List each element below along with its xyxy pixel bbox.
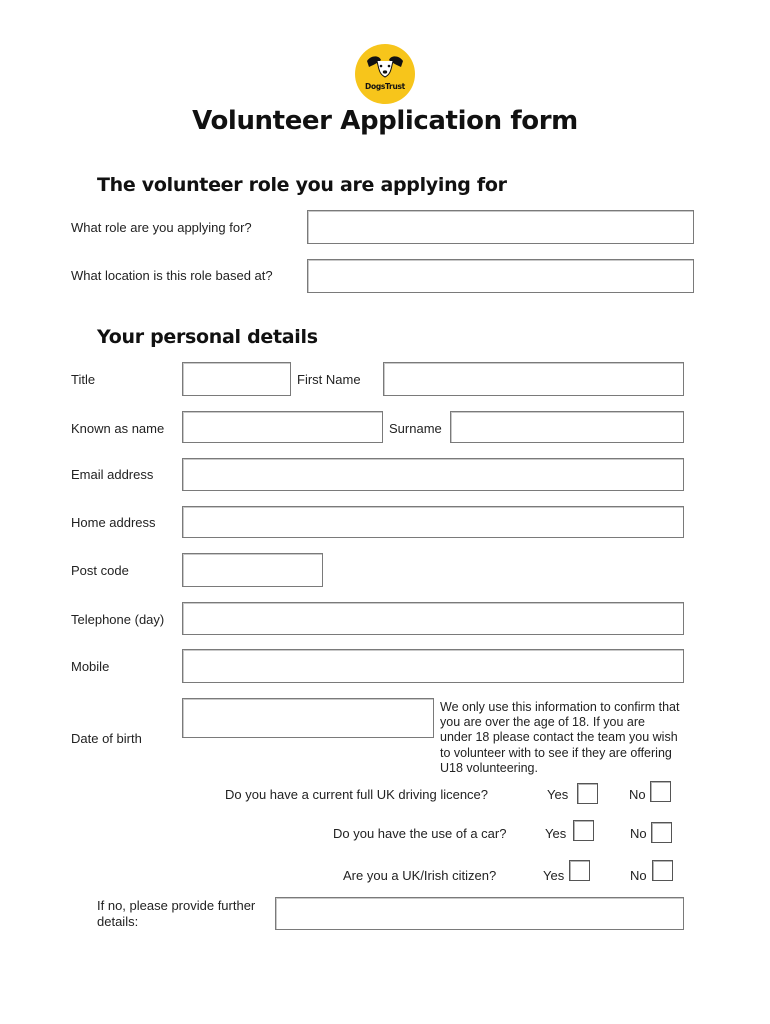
- page-title: Volunteer Application form: [192, 106, 578, 136]
- dob-field[interactable]: [182, 698, 434, 738]
- car-no-checkbox[interactable]: [651, 822, 672, 843]
- postcode-label: Post code: [71, 563, 129, 578]
- email-field[interactable]: [182, 458, 684, 491]
- car-no-label: No: [630, 826, 647, 841]
- section-heading-personal: Your personal details: [97, 326, 318, 348]
- citizen-no-label: No: [630, 868, 647, 883]
- licence-no-label: No: [629, 787, 646, 802]
- known-as-field[interactable]: [182, 411, 383, 443]
- car-yes-label: Yes: [545, 826, 567, 841]
- telephone-field[interactable]: [182, 602, 684, 635]
- dogs-trust-logo: [355, 44, 415, 104]
- logo-text: DogsTrust: [365, 82, 405, 91]
- car-yes-checkbox[interactable]: [573, 820, 594, 841]
- home-address-field[interactable]: [182, 506, 684, 538]
- section-heading-role: The volunteer role you are applying for: [97, 174, 507, 196]
- citizen-no-checkbox[interactable]: [652, 860, 673, 881]
- title-field[interactable]: [182, 362, 291, 396]
- location-label: What location is this role based at?: [71, 268, 273, 283]
- role-field[interactable]: [307, 210, 694, 244]
- telephone-label: Telephone (day): [71, 612, 165, 627]
- first-name-label: First Name: [297, 372, 361, 387]
- surname-field[interactable]: [450, 411, 684, 443]
- citizen-yes-checkbox[interactable]: [569, 860, 590, 881]
- licence-no-checkbox[interactable]: [650, 781, 671, 802]
- postcode-field[interactable]: [182, 553, 323, 587]
- car-question: Do you have the use of a car?: [333, 826, 507, 841]
- citizen-yes-label: Yes: [543, 868, 565, 883]
- email-label: Email address: [71, 467, 154, 482]
- further-details-label: If no, please provide further details:: [97, 898, 256, 929]
- licence-question: Do you have a current full UK driving licence?: [225, 787, 489, 802]
- further-details-field[interactable]: [275, 897, 684, 930]
- mobile-label: Mobile: [71, 659, 110, 674]
- licence-yes-label: Yes: [547, 787, 569, 802]
- home-address-label: Home address: [71, 515, 156, 530]
- dog-face-icon: [355, 44, 415, 104]
- citizen-question: Are you a UK/Irish citizen?: [343, 868, 497, 883]
- dob-note: We only use this information to confirm that you are over the age of 18. If you are under 18 please contact the team you wish to volunteer with to see if they are offering U18 volunteering.: [440, 700, 680, 775]
- first-name-field[interactable]: [383, 362, 684, 396]
- surname-label: Surname: [389, 421, 442, 436]
- location-field[interactable]: [307, 259, 694, 293]
- role-label: What role are you applying for?: [71, 220, 252, 235]
- dob-label: Date of birth: [71, 731, 142, 746]
- mobile-field[interactable]: [182, 649, 684, 683]
- title-label: Title: [71, 372, 96, 387]
- licence-yes-checkbox[interactable]: [577, 783, 598, 804]
- known-as-label: Known as name: [71, 421, 165, 436]
